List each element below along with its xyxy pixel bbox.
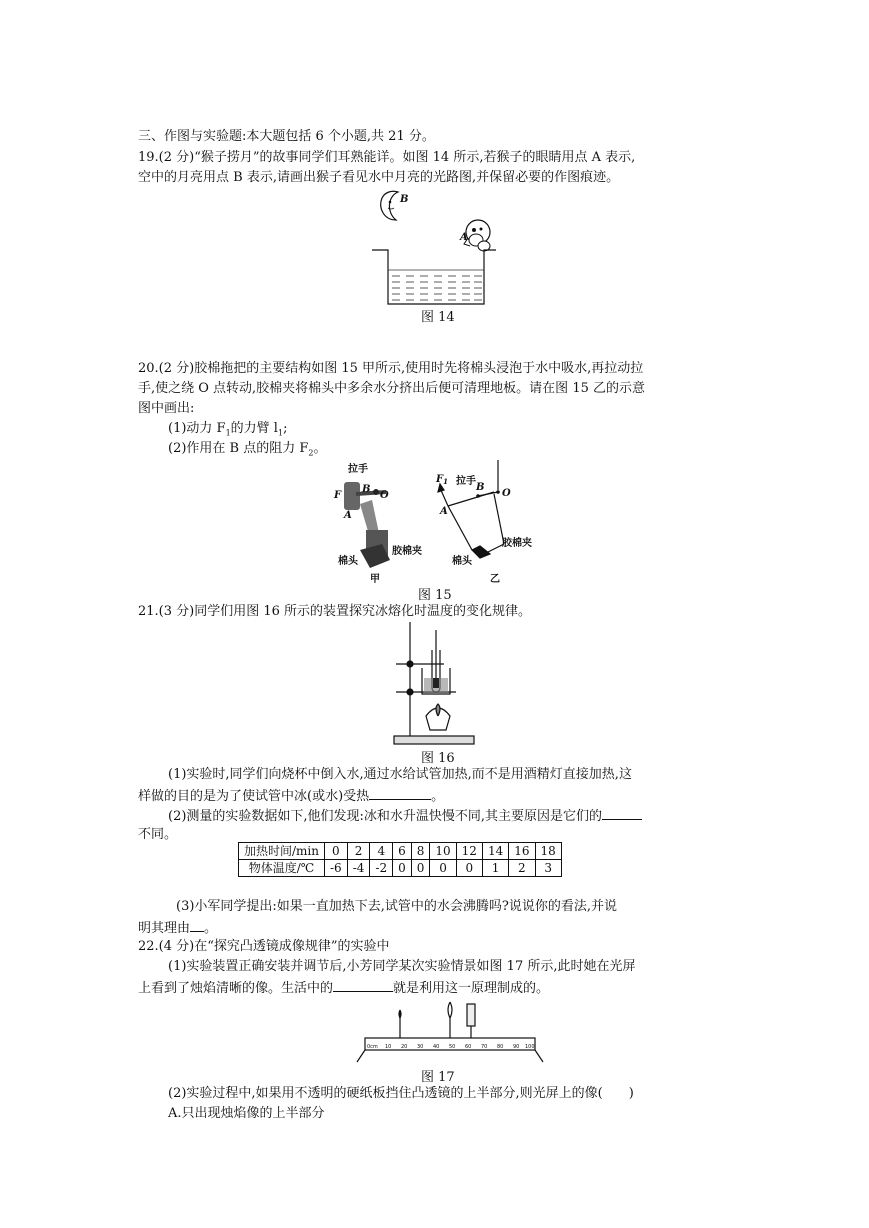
point-b bbox=[476, 494, 480, 498]
figure-16 bbox=[390, 620, 480, 746]
q20-item2: (2)作用在 B 点的阻力 $F_2$。 bbox=[168, 441, 327, 458]
table-cell: 14 bbox=[482, 843, 508, 860]
figure-14 bbox=[370, 188, 500, 306]
table-cell: 2 bbox=[509, 860, 535, 877]
tick-label: 70 bbox=[481, 1044, 488, 1050]
q21-p3-line1: (3)小军同学提出:如果一直加热下去,试管中的水会沸腾吗?说说你的看法,并说 bbox=[176, 899, 618, 914]
q21-p1-line2: 样做的目的是为了使试管中冰(或水)受热 。 bbox=[138, 789, 445, 804]
fig14-label-a: A bbox=[460, 232, 468, 243]
table-header: 加热时间/min bbox=[239, 843, 325, 860]
table-cell: 4 bbox=[370, 843, 393, 860]
tick-label: 30 bbox=[417, 1044, 424, 1050]
answer-blank-3[interactable] bbox=[190, 919, 204, 932]
fig15-jia-f: F bbox=[334, 490, 342, 501]
fig15-yi-a: A bbox=[440, 506, 448, 517]
table-row bbox=[239, 843, 562, 860]
answer-blank-4[interactable] bbox=[333, 979, 393, 992]
fig15-yi-clip: 胶棉夹 bbox=[502, 538, 532, 549]
q22-line1: 22.(4 分)在“探究凸透镜成像规律”的实验中 bbox=[138, 939, 390, 954]
q21-line1: 21.(3 分)同学们用图 16 所示的装置探究冰熔化时温度的变化规律。 bbox=[138, 604, 532, 619]
section-header: 三、作图与实验题:本大题包括 6 个小题,共 21 分。 bbox=[138, 129, 435, 144]
table-cell: 0 bbox=[456, 860, 482, 877]
tick-label: 20 bbox=[401, 1044, 408, 1050]
fig15-jia-b: B bbox=[362, 484, 371, 495]
tick-label: 60 bbox=[465, 1044, 472, 1050]
fig15-jia-clip: 胶棉夹 bbox=[392, 546, 422, 557]
q22-p1-line1: (1)实验装置正确安装并调节后,小芳同学某次实验情景如图 17 所示,此时她在光屏 bbox=[168, 959, 636, 974]
fig14-label-b: B bbox=[400, 194, 409, 205]
q21-p1-line1: (1)实验时,同学们向烧杯中倒入水,通过水给试管加热,而不是用酒精灯直接加热,这 bbox=[168, 767, 632, 782]
mop-schematic bbox=[438, 460, 504, 558]
tick-label: 40 bbox=[433, 1044, 440, 1050]
tick-label: 50 bbox=[449, 1044, 456, 1050]
q21-p2-line2: 不同。 bbox=[138, 827, 178, 842]
moon-icon bbox=[381, 191, 398, 220]
table-row bbox=[239, 860, 562, 877]
table-cell: -6 bbox=[325, 860, 348, 877]
q19-line2: 空中的月亮用点 B 表示,请画出猴子看见水中月亮的光路图,并保留必要的作图痕迹。 bbox=[138, 170, 620, 185]
fig15-caption: 图 15 bbox=[418, 588, 452, 603]
tick-label: 90 bbox=[513, 1044, 520, 1050]
fig15-yi-label: 乙 bbox=[490, 574, 500, 585]
fig15-jia-label: 甲 bbox=[370, 574, 380, 585]
table-cell: 0 bbox=[411, 860, 430, 877]
figure-17 bbox=[355, 998, 545, 1064]
fig15-jia-handle: 拉手 bbox=[348, 464, 368, 475]
table-cell: 2 bbox=[347, 843, 370, 860]
water bbox=[388, 270, 484, 300]
table-cell: -2 bbox=[370, 860, 393, 877]
data-table bbox=[238, 842, 562, 877]
fig15-yi-f1: $F_1$ bbox=[436, 474, 448, 486]
table-cell: 0 bbox=[430, 860, 456, 877]
tick-label: 0cm bbox=[367, 1044, 378, 1050]
q22-p2-line1: (2)实验过程中,如果用不透明的硬纸板挡住凸透镜的上半部分,则光屏上的像( ) bbox=[168, 1086, 634, 1101]
q20-line1: 20.(2 分)胶棉拖把的主要结构如图 15 甲所示,使用时先将棉头浸泡于水中吸水,再拉动拉 bbox=[138, 361, 644, 376]
fig15-yi-b: B bbox=[476, 482, 485, 493]
q21-p3-line2: 明其理由 。 bbox=[138, 921, 218, 936]
q22-option-a[interactable]: A.只出现烛焰像的上半部分 bbox=[168, 1106, 325, 1121]
table-cell: 3 bbox=[535, 860, 561, 877]
fig15-yi-handle: 拉手 bbox=[456, 476, 476, 487]
table-cell: 1 bbox=[482, 860, 508, 877]
tick-label: 10 bbox=[385, 1044, 392, 1050]
monkey-icon bbox=[464, 220, 490, 251]
fig17-caption: 图 17 bbox=[421, 1070, 455, 1085]
fig15-jia-o: O bbox=[380, 490, 389, 501]
table-cell: 0 bbox=[325, 843, 348, 860]
table-cell: 0 bbox=[393, 860, 412, 877]
fig15-jia-head: 棉头 bbox=[338, 556, 358, 567]
q21-p2-line1: (2)测量的实验数据如下,他们发现:冰和水升温快慢不同,其主要原因是它们的 bbox=[168, 807, 642, 825]
table-cell: 12 bbox=[456, 843, 482, 860]
fig15-jia-a: A bbox=[344, 510, 352, 521]
table-cell: 16 bbox=[509, 843, 535, 860]
fig16-caption: 图 16 bbox=[421, 751, 455, 766]
fig15-yi-head: 棉头 bbox=[452, 556, 472, 567]
table-cell: 6 bbox=[393, 843, 412, 860]
q22-p1-line2: 上看到了烛焰清晰的像。生活中的 就是利用这一原理制成的。 bbox=[138, 981, 550, 996]
table-cell: -4 bbox=[347, 860, 370, 877]
fig14-caption: 图 14 bbox=[421, 310, 455, 325]
answer-blank-1[interactable] bbox=[369, 787, 431, 800]
table-header: 物体温度/℃ bbox=[239, 860, 325, 877]
tick-label: 80 bbox=[497, 1044, 504, 1050]
figure-15 bbox=[330, 460, 570, 584]
tick-label: 100 bbox=[525, 1044, 535, 1050]
q20-item1: (1)动力 $F_1$的力臂 $l_1$; bbox=[168, 421, 288, 438]
q19-line1: 19.(2 分)“猴子捞月”的故事同学们耳熟能详。如图 14 所示,若猴子的眼睛用点 A 表示, bbox=[138, 150, 636, 165]
table-cell: 18 bbox=[535, 843, 561, 860]
q20-line2: 手,使之绕 O 点转动,胶棉夹将棉头中多余水分挤出后便可清理地板。请在图 15 乙的示意 bbox=[138, 381, 645, 396]
q20-line3: 图中画出: bbox=[138, 401, 195, 416]
point-o bbox=[496, 490, 500, 494]
table-cell: 8 bbox=[411, 843, 430, 860]
answer-blank-2[interactable] bbox=[602, 807, 642, 820]
table-cell: 10 bbox=[430, 843, 456, 860]
fig15-yi-o: O bbox=[502, 488, 511, 499]
